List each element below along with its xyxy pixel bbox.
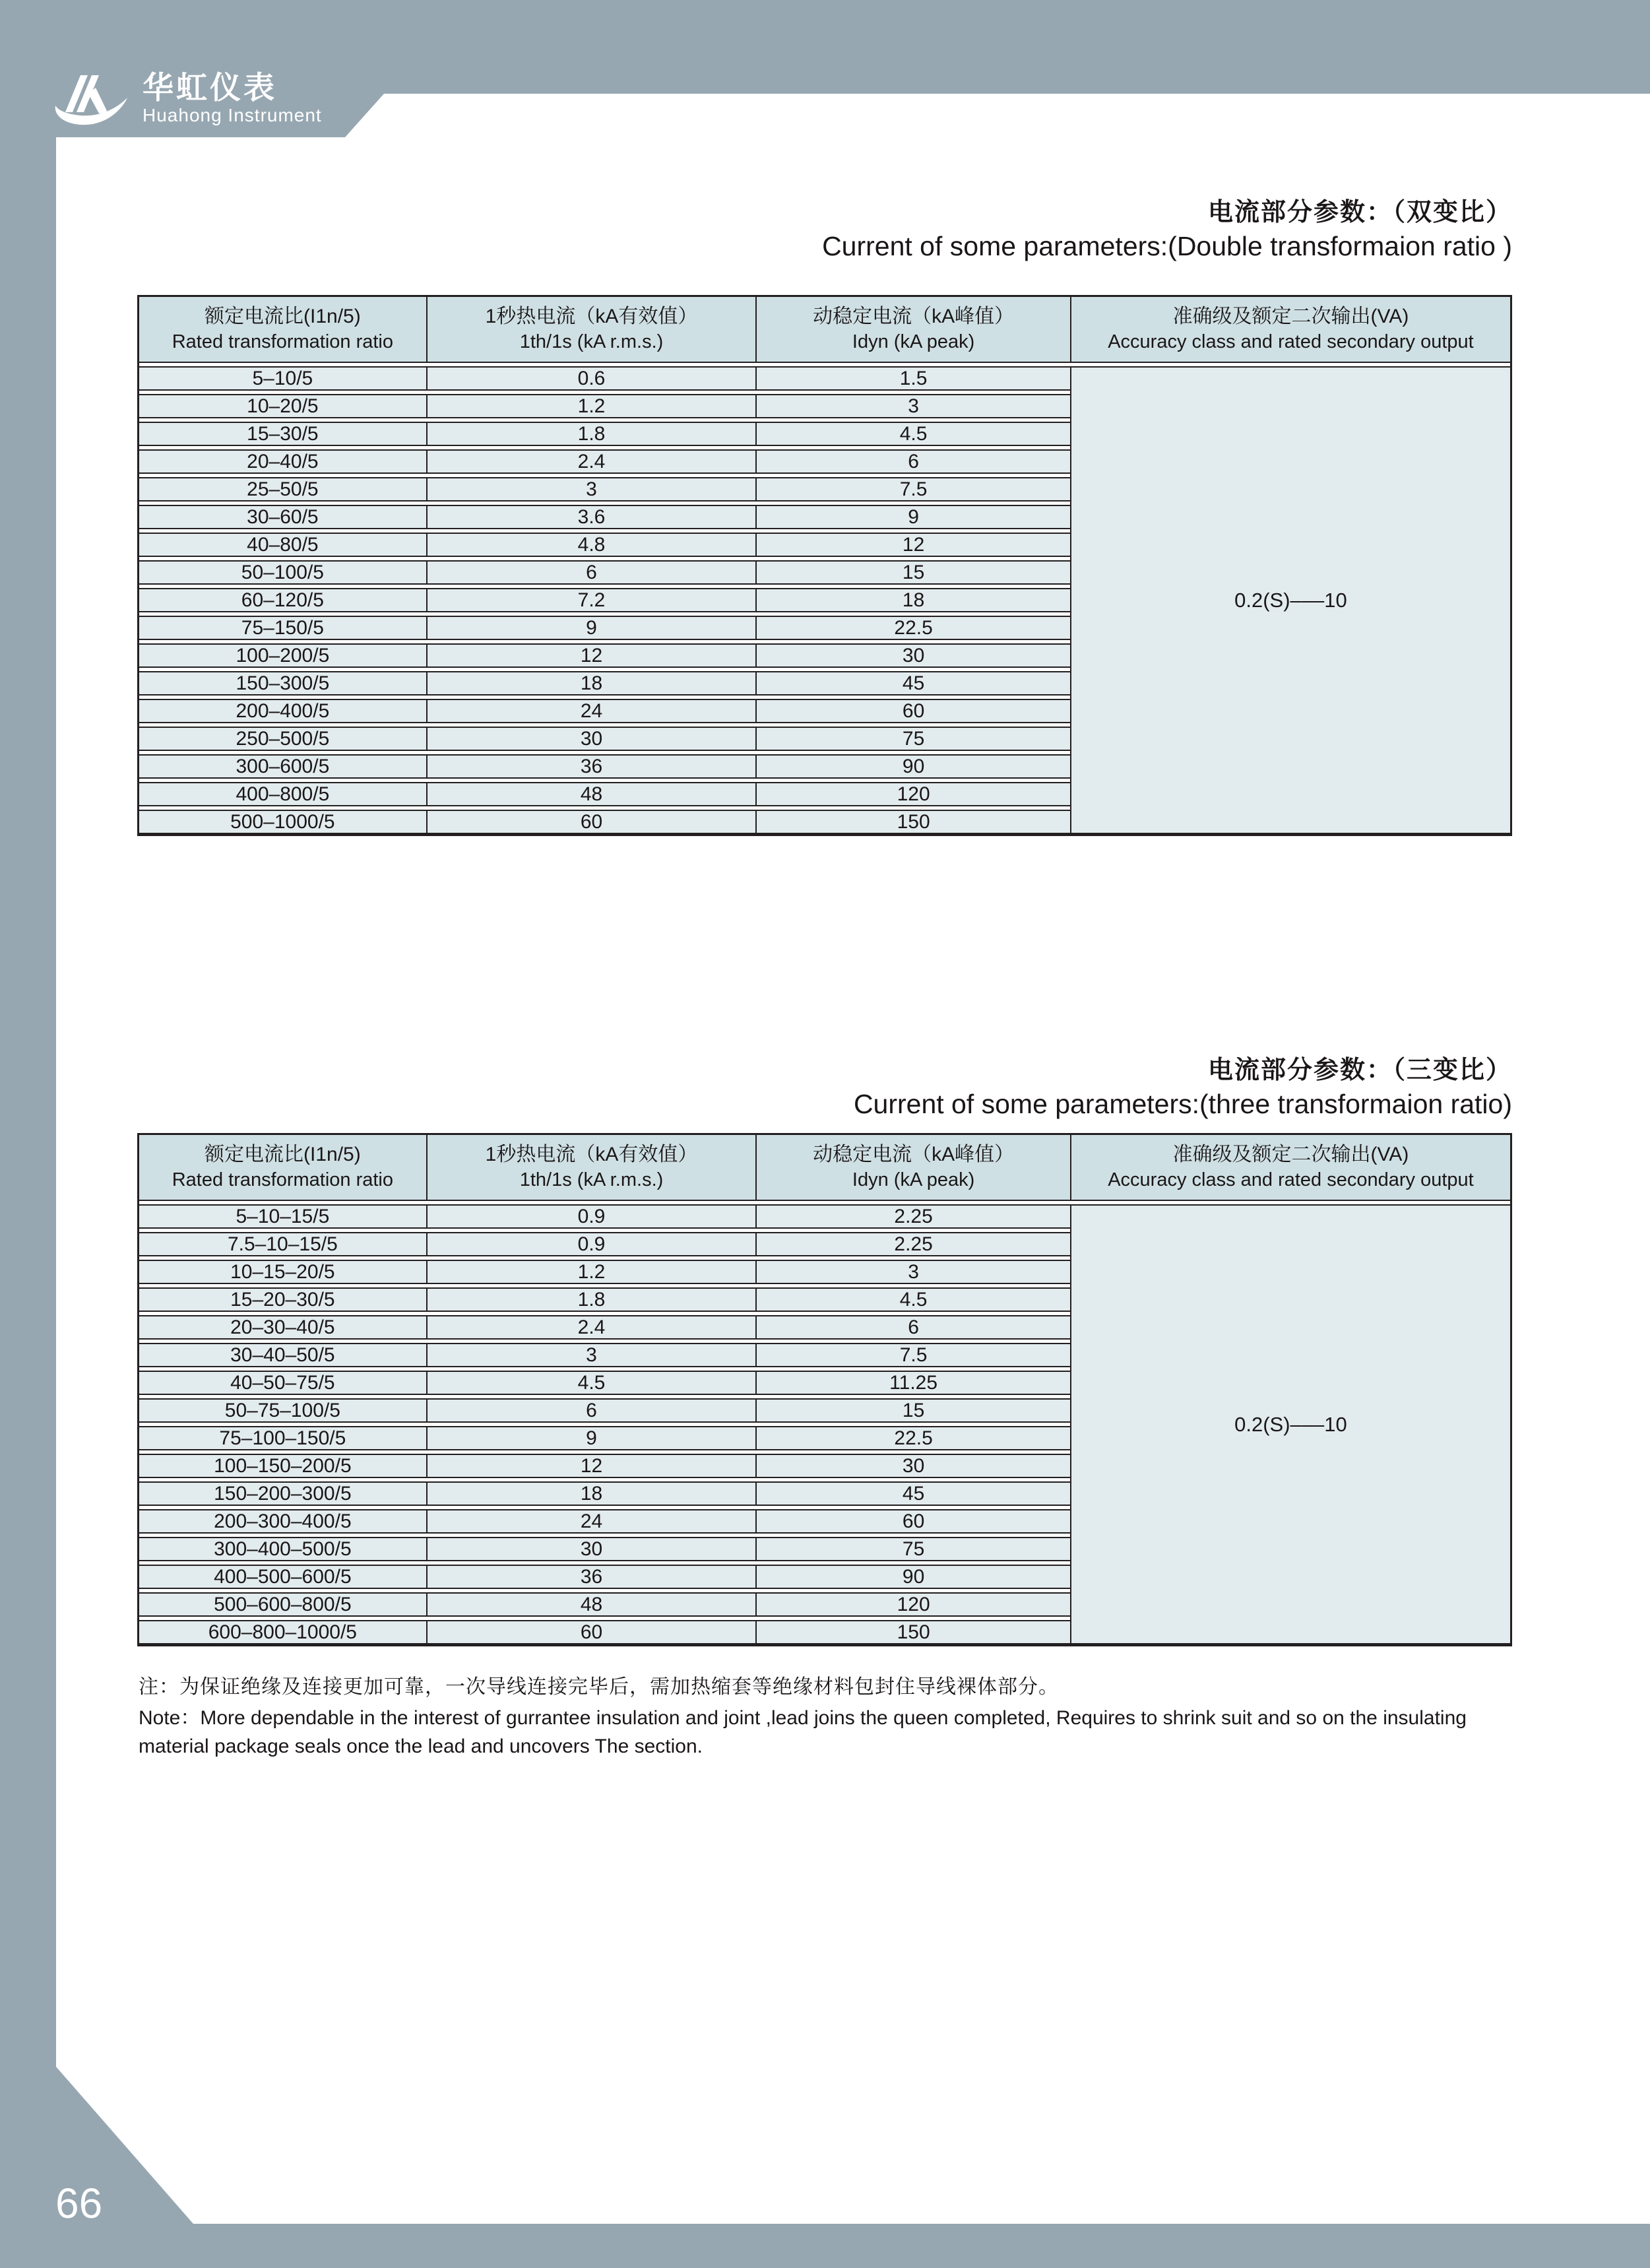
- table-cell: 6: [755, 1315, 1070, 1340]
- table-cell: 150–300/5: [139, 671, 426, 696]
- section-2-title-zh: 电流部分参数：（三变比）: [1207, 1056, 1512, 1084]
- table-cell: 120: [755, 782, 1070, 806]
- header-cell-dynamic-current: [755, 297, 1070, 363]
- table-cell: 0.9: [426, 1232, 756, 1256]
- table-cell: 1.2: [426, 394, 756, 418]
- table-cell: 15–30/5: [139, 422, 426, 446]
- table-cell: 50–100/5: [139, 560, 426, 585]
- header-zh: 准确级及额定二次输出(VA): [1172, 306, 1409, 328]
- header-cell-rated-ratio: [139, 1135, 426, 1201]
- table-cell: 60: [755, 699, 1070, 723]
- table-cell: 40–80/5: [139, 533, 426, 557]
- table-cell: 6: [755, 449, 1070, 474]
- table-cell: 30: [755, 643, 1070, 668]
- section-1-title-en: Current of some parameters:(Double transformaion ratio ): [822, 231, 1512, 261]
- table-cell: 2.4: [426, 1315, 756, 1340]
- table-cell: 15: [755, 560, 1070, 585]
- table-cell: 48: [426, 782, 756, 806]
- table-cell: 22.5: [755, 616, 1070, 640]
- table-cell: 50–75–100/5: [139, 1398, 426, 1423]
- section-1-title: [822, 191, 1512, 262]
- accuracy-span-cell: 0.2(S)–––10: [1070, 366, 1510, 834]
- header-cell-accuracy: [1070, 1135, 1510, 1201]
- section-2-title: [854, 1049, 1512, 1120]
- table-cell: 1.5: [755, 366, 1070, 391]
- huahong-logo-icon: [50, 71, 133, 132]
- table-cell: 150: [755, 810, 1070, 834]
- table-cell: 12: [426, 1454, 756, 1478]
- header-en: Idyn (kA peak): [852, 331, 975, 352]
- table-cell: 25–50/5: [139, 477, 426, 502]
- table-cell: 30–60/5: [139, 505, 426, 529]
- header-zh: 动稳定电流（kA峰值）: [813, 306, 1015, 328]
- header-zh: 动稳定电流（kA峰值）: [813, 1144, 1015, 1166]
- brand-name-zh: 华虹仪表: [143, 70, 277, 105]
- table-cell: 300–600/5: [139, 754, 426, 779]
- section-2-title-en: Current of some parameters:(three transformaion ratio): [853, 1089, 1512, 1119]
- table-cell: 18: [426, 1481, 756, 1506]
- table-cell: 18: [755, 588, 1070, 612]
- table-cell: 400–800/5: [139, 782, 426, 806]
- section-1-title-zh: 电流部分参数：（双变比）: [1207, 199, 1512, 226]
- table-cell: 0.6: [426, 366, 756, 391]
- table-cell: 400–500–600/5: [139, 1565, 426, 1589]
- table-cell: 24: [426, 1509, 756, 1534]
- table-cell: 40–50–75/5: [139, 1371, 426, 1395]
- table-cell: 9: [426, 616, 756, 640]
- table-cell: 1.8: [426, 422, 756, 446]
- header-en: 1th/1s (kA r.m.s.): [519, 1169, 664, 1190]
- table-cell: 7.5: [755, 1343, 1070, 1367]
- header-en: Rated transformation ratio: [172, 331, 393, 352]
- parameters-table-double-ratio: [137, 295, 1512, 836]
- table-cell: 10–15–20/5: [139, 1260, 426, 1284]
- table-cell: 2.25: [755, 1232, 1070, 1256]
- table-cell: 11.25: [755, 1371, 1070, 1395]
- table-cell: 7.5: [755, 477, 1070, 502]
- table-cell: 250–500/5: [139, 727, 426, 751]
- table-cell: 3: [755, 394, 1070, 418]
- table-cell: 36: [426, 1565, 756, 1589]
- table-cell: 9: [755, 505, 1070, 529]
- table-cell: 30: [426, 727, 756, 751]
- parameters-table-three-ratio: [137, 1133, 1512, 1646]
- accuracy-span-cell: 0.2(S)–––10: [1070, 1204, 1510, 1644]
- header-zh: 额定电流比(I1n/5): [205, 306, 361, 328]
- table-cell: 200–400/5: [139, 699, 426, 723]
- table-cell: 100–150–200/5: [139, 1454, 426, 1478]
- table-cell: 7.5–10–15/5: [139, 1232, 426, 1256]
- table-cell: 12: [755, 533, 1070, 557]
- table-cell: 75–100–150/5: [139, 1426, 426, 1450]
- table-cell: 100–200/5: [139, 643, 426, 668]
- table-cell: 75: [755, 727, 1070, 751]
- table-cell: 30: [426, 1537, 756, 1561]
- table-cell: 500–600–800/5: [139, 1592, 426, 1617]
- header-en: Idyn (kA peak): [852, 1169, 975, 1190]
- header-cell-accuracy: [1070, 297, 1510, 363]
- brand-name-en: Huahong Instrument: [143, 105, 322, 126]
- table-cell: 3: [426, 477, 756, 502]
- table-cell: 150: [755, 1620, 1070, 1644]
- table-cell: 18: [426, 671, 756, 696]
- table-cell: 3: [426, 1343, 756, 1367]
- table-cell: 15–20–30/5: [139, 1287, 426, 1312]
- table-cell: 150–200–300/5: [139, 1481, 426, 1506]
- table-cell: 30: [755, 1454, 1070, 1478]
- table-cell: 75: [755, 1537, 1070, 1561]
- table-cell: 2.4: [426, 449, 756, 474]
- header-cell-dynamic-current: [755, 1135, 1070, 1201]
- footnote: [139, 1672, 1484, 1761]
- table-cell: 500–1000/5: [139, 810, 426, 834]
- page-number: 66: [55, 2180, 103, 2227]
- table-cell: 60: [426, 1620, 756, 1644]
- table-cell: 20–30–40/5: [139, 1315, 426, 1340]
- table-cell: 15: [755, 1398, 1070, 1423]
- table-cell: 20–40/5: [139, 449, 426, 474]
- table-cell: 36: [426, 754, 756, 779]
- table-cell: 60: [755, 1509, 1070, 1534]
- table-cell: 24: [426, 699, 756, 723]
- table-cell: 4.5: [755, 422, 1070, 446]
- table-cell: 200–300–400/5: [139, 1509, 426, 1534]
- header-zh: 额定电流比(I1n/5): [205, 1144, 361, 1166]
- header-en: Accuracy class and rated secondary output: [1108, 331, 1474, 352]
- table-cell: 22.5: [755, 1426, 1070, 1450]
- table-cell: 6: [426, 1398, 756, 1423]
- header-en: Rated transformation ratio: [172, 1169, 393, 1190]
- brand-logo: [50, 71, 322, 132]
- table-cell: 30–40–50/5: [139, 1343, 426, 1367]
- table-cell: 120: [755, 1592, 1070, 1617]
- table-cell: 60–120/5: [139, 588, 426, 612]
- table-cell: 3.6: [426, 505, 756, 529]
- footnote-en: Note：More dependable in the interest of gurrantee insulation and joint ,lead joins the queen completed, Requires to shrink suit and so on the insulating material package seals once the lead and uncovers The section.: [139, 1707, 1467, 1757]
- table-cell: 1.2: [426, 1260, 756, 1284]
- header-en: Accuracy class and rated secondary output: [1108, 1169, 1474, 1190]
- table-cell: 6: [426, 560, 756, 585]
- header-en: 1th/1s (kA r.m.s.): [519, 331, 664, 352]
- table-cell: 5–10–15/5: [139, 1204, 426, 1229]
- table-cell: 0.9: [426, 1204, 756, 1229]
- table-cell: 48: [426, 1592, 756, 1617]
- table-cell: 75–150/5: [139, 616, 426, 640]
- table-cell: 600–800–1000/5: [139, 1620, 426, 1644]
- table-cell: 2.25: [755, 1204, 1070, 1229]
- footnote-zh: 注：为保证绝缘及连接更加可靠，一次导线连接完毕后，需加热缩套等绝缘材料包封住导线裸体部分。: [139, 1676, 1059, 1698]
- table-cell: 300–400–500/5: [139, 1537, 426, 1561]
- table-cell: 12: [426, 643, 756, 668]
- table-cell: 90: [755, 754, 1070, 779]
- table-cell: 90: [755, 1565, 1070, 1589]
- table-cell: 1.8: [426, 1287, 756, 1312]
- table-cell: 4.5: [755, 1287, 1070, 1312]
- table-cell: 5–10/5: [139, 366, 426, 391]
- table-cell: 60: [426, 810, 756, 834]
- header-zh: 1秒热电流（kA有效值）: [485, 306, 698, 328]
- header-cell-rated-ratio: [139, 297, 426, 363]
- table-cell: 10–20/5: [139, 394, 426, 418]
- table-cell: 4.5: [426, 1371, 756, 1395]
- header-zh: 准确级及额定二次输出(VA): [1172, 1144, 1409, 1166]
- table-cell: 9: [426, 1426, 756, 1450]
- table-cell: 3: [755, 1260, 1070, 1284]
- table-cell: 4.8: [426, 533, 756, 557]
- header-zh: 1秒热电流（kA有效值）: [485, 1144, 698, 1166]
- header-cell-thermal-current: [426, 1135, 756, 1201]
- table-cell: 45: [755, 1481, 1070, 1506]
- table-cell: 7.2: [426, 588, 756, 612]
- header-cell-thermal-current: [426, 297, 756, 363]
- table-cell: 45: [755, 671, 1070, 696]
